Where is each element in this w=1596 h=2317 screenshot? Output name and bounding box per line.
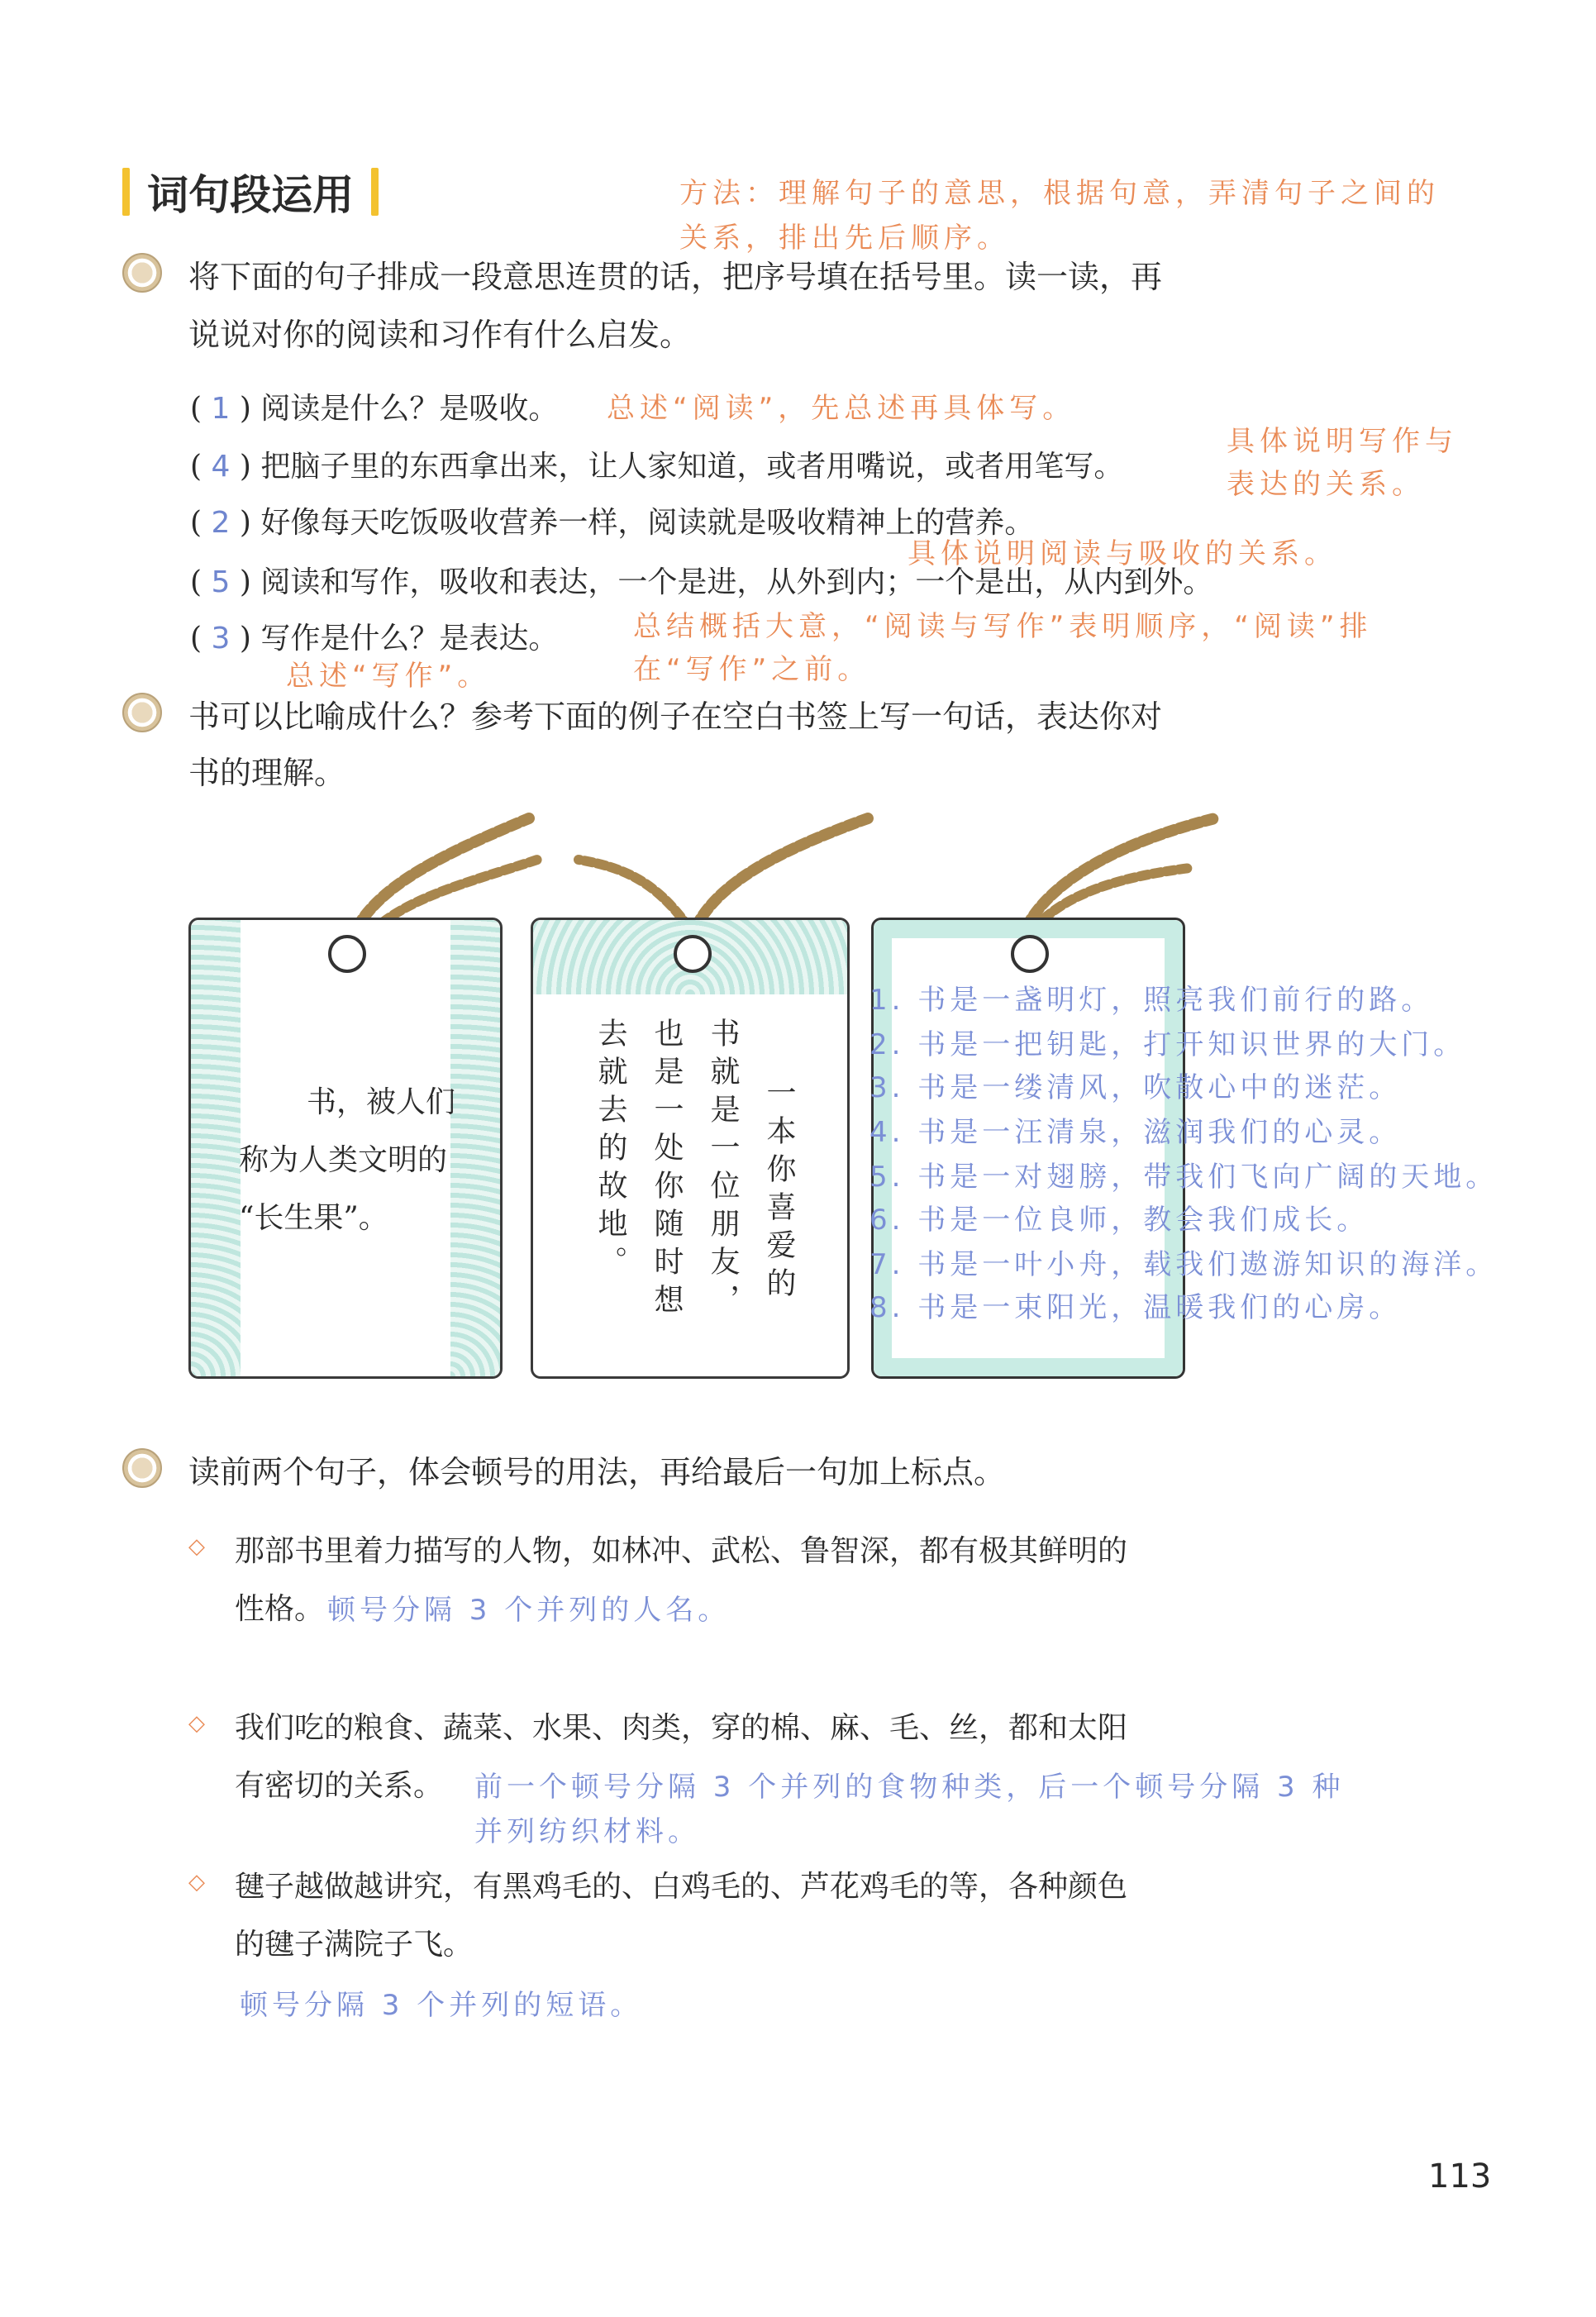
s1-line2: 性格。 (235, 1592, 325, 1626)
page-number: 113 (1428, 2157, 1492, 2195)
q1-item-5-note: 总述“写作”。 (286, 660, 491, 693)
s1-note: 顿号分隔 3 个并列的人名。 (327, 1594, 731, 1627)
q1-item-2-note-line1: 具体说明写作与 (1227, 425, 1458, 458)
card2-hole (674, 935, 712, 973)
q1-prompt-line1: 将下面的句子排成一段意思连贯的话，把序号填在括号里。读一读，再 (188, 259, 1163, 295)
q1-item-2: ( 4 ) 把脑子里的东西拿出来，让人家知道，或者用嘴说，或者用笔写。 (190, 450, 1124, 484)
card3-hole (1011, 935, 1049, 973)
card1-line2: 称为人类文明的 (239, 1143, 448, 1177)
q1-item-4-number[interactable]: 5 (211, 565, 231, 599)
card2-col1: 一本你喜爱的 (762, 1077, 796, 1305)
s1-bullet-icon: ◇ (188, 1534, 205, 1559)
card1-line1: 书，被人们 (307, 1085, 456, 1119)
bookmark-ropes (0, 0, 1596, 992)
q3-prompt: 读前两个句子，体会顿号的用法，再给最后一句加上标点。 (188, 1454, 1006, 1490)
q1-item-3-text: 好像每天吃饭吸收营养一样，阅读就是吸收精神上的营养。 (260, 506, 1035, 540)
card3-answer-1: 1. 书是一盏明灯，照亮我们前行的路。 (869, 984, 1434, 1017)
card2-col3: 也是一处你随时想 (650, 1018, 684, 1322)
s3-note: 顿号分隔 3 个并列的短语。 (240, 1989, 643, 2022)
q1-item-5: ( 3 ) 写作是什么？是表达。 (190, 622, 559, 656)
s3-line1: 毽子越做越讲究，有黑鸡毛的、白鸡毛的、芦花鸡毛的等，各种颜色 (235, 1870, 1128, 1904)
s2-bullet-icon: ◇ (188, 1711, 205, 1736)
method-note-line1: 方法：理解句子的意思，根据句意，弄清句子之间的 (679, 177, 1440, 210)
bookmark-card-2 (531, 918, 850, 1379)
card1-pattern-left (191, 920, 241, 1376)
card3-answer-3: 3. 书是一缕清风，吹散心中的迷茫。 (869, 1071, 1402, 1104)
q2-prompt-line2: 书的理解。 (188, 755, 346, 791)
q1-item-4-text: 阅读和写作，吸收和表达，一个是进，从外到内；一个是出，从内到外。 (260, 565, 1213, 599)
card3-answer-6: 6. 书是一位良师，教会我们成长。 (869, 1204, 1370, 1237)
q1-item-4: ( 5 ) 阅读和写作，吸收和表达，一个是进，从外到内；一个是出，从内到外。 (190, 565, 1213, 599)
s3-line2: 的毽子满院子飞。 (235, 1928, 474, 1962)
q1-item-5-text: 写作是什么？是表达。 (260, 622, 559, 656)
section-title: 词句段运用 (147, 171, 355, 219)
card3-answer-2: 2. 书是一把钥匙，打开知识世界的大门。 (869, 1028, 1466, 1061)
q1-item-1-text: 阅读是什么？是吸收。 (260, 392, 559, 426)
s2-line1: 我们吃的粮食、蔬菜、水果、肉类，穿的棉、麻、毛、丝，都和太阳 (235, 1711, 1128, 1745)
q1-item-1-note: 总述“阅读”，先总述再具体写。 (607, 392, 1076, 425)
card2-col4: 去就去的故地。 (593, 1018, 627, 1284)
card3-answer-8: 8. 书是一束阳光，温暖我们的心房。 (869, 1291, 1402, 1324)
q2-prompt-line1: 书可以比喻成什么？参考下面的例子在空白书签上写一句话，表达你对 (188, 698, 1163, 735)
s1-line1: 那部书里着力描写的人物，如林冲、武松、鲁智深，都有极其鲜明的 (235, 1534, 1128, 1568)
q1-item-2-number[interactable]: 4 (211, 450, 231, 484)
card3-answer-7: 7. 书是一叶小舟，载我们遨游知识的海洋。 (869, 1248, 1498, 1281)
q1-item-1-number[interactable]: 1 (211, 392, 231, 426)
q1-item-5-number[interactable]: 3 (211, 622, 231, 656)
method-note-line2: 关系，排出先后顺序。 (679, 222, 1010, 255)
s2-note-line1: 前一个顿号分隔 3 个并列的食物种类，后一个顿号分隔 3 种 (474, 1771, 1345, 1804)
q3-icon (122, 1448, 162, 1491)
q1-item-3: ( 2 ) 好像每天吃饭吸收营养一样，阅读就是吸收精神上的营养。 (190, 506, 1035, 540)
card3-answer-4: 4. 书是一汪清泉，滋润我们的心灵。 (869, 1116, 1402, 1149)
card1-line3: “长生果”。 (239, 1201, 388, 1235)
bookmark-card-1 (188, 918, 503, 1379)
s2-line2: 有密切的关系。 (235, 1769, 444, 1803)
q1-item-3-note: 具体说明阅读与吸收的关系。 (908, 537, 1337, 570)
q1-item-4-note-line2: 在“写作”之前。 (633, 653, 871, 686)
q1-item-4-note-line1: 总结概括大意，“阅读与写作”表明顺序，“阅读”排 (633, 610, 1373, 643)
s3-bullet-icon: ◇ (188, 1870, 205, 1895)
card1-hole (328, 935, 366, 973)
card3-answer-5: 5. 书是一对翅膀，带我们飞向广阔的天地。 (869, 1161, 1498, 1194)
q1-item-2-note-line2: 表达的关系。 (1227, 468, 1425, 501)
q1-item-1: ( 1 ) 阅读是什么？是吸收。 (190, 392, 559, 426)
card1-pattern-right (450, 920, 500, 1376)
card2-col2: 书就是一位朋友， (706, 1018, 740, 1322)
q1-item-2-text: 把脑子里的东西拿出来，让人家知道，或者用嘴说，或者用笔写。 (260, 450, 1124, 484)
s2-note-line2: 并列纺织材料。 (474, 1815, 700, 1848)
q1-prompt-line2: 说说对你的阅读和习作有什么启发。 (188, 317, 692, 353)
q1-item-3-number[interactable]: 2 (211, 506, 231, 540)
